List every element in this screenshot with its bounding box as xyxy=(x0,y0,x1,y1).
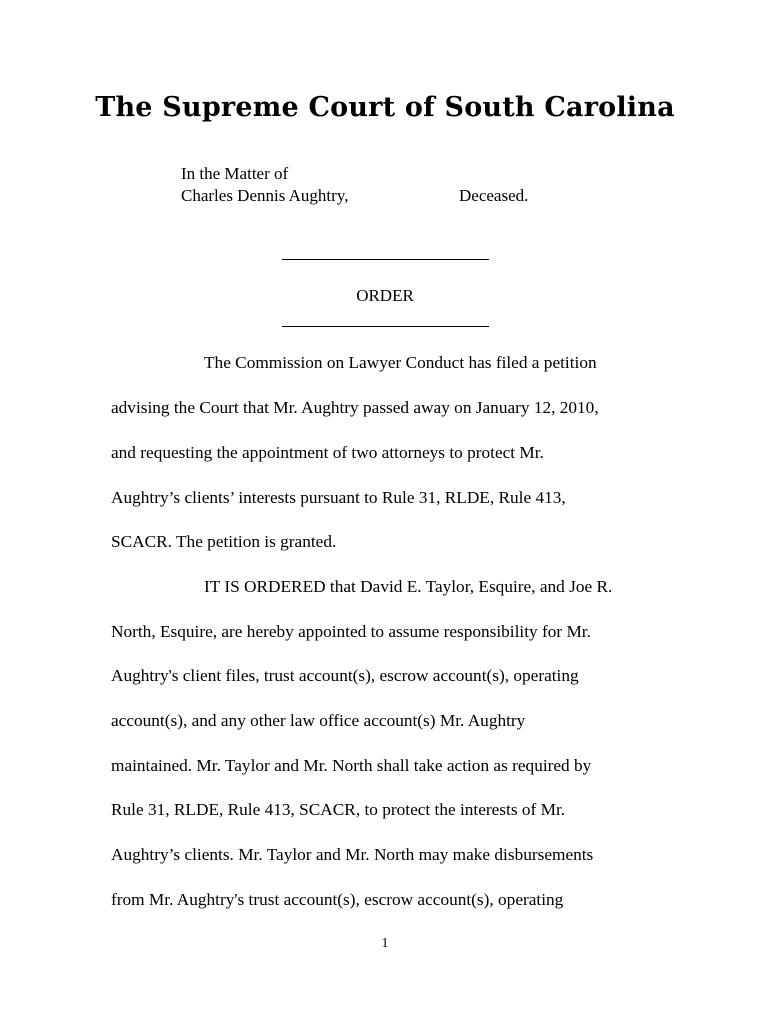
body-line: account(s), and any other law office account(s) Mr. Aughtry xyxy=(111,711,526,730)
court-title: The Supreme Court of South Carolina xyxy=(95,92,675,123)
body-line: SCACR. The petition is granted. xyxy=(111,532,337,551)
body-line: advising the Court that Mr. Aughtry passed away on January 12, 2010, xyxy=(111,398,599,417)
body-line: and requesting the appointment of two attorneys to protect Mr. xyxy=(111,443,544,462)
body-line: Aughtry's client files, trust account(s), escrow account(s), operating xyxy=(111,666,579,685)
case-caption xyxy=(181,163,529,207)
order-heading: ORDER xyxy=(356,286,414,305)
body-line: Rule 31, RLDE, Rule 413, SCACR, to protect the interests of Mr. xyxy=(111,800,566,819)
body-line: North, Esquire, are hereby appointed to assume responsibility for Mr. xyxy=(111,622,591,641)
page-number: 1 xyxy=(381,936,389,951)
body-line: The Commission on Lawyer Conduct has filed a petition xyxy=(204,353,597,372)
caption-name: Charles Dennis Aughtry, xyxy=(181,186,349,205)
divider-top xyxy=(282,259,489,260)
body-line: IT IS ORDERED that David E. Taylor, Esquire, and Joe R. xyxy=(204,577,613,596)
body-line: maintained. Mr. Taylor and Mr. North shall take action as required by xyxy=(111,756,592,775)
caption-matter-text: In the Matter of xyxy=(181,164,289,183)
body-line: Aughtry’s clients’ interests pursuant to Rule 31, RLDE, Rule 413, xyxy=(111,488,566,507)
caption-status: Deceased. xyxy=(459,186,529,205)
caption-line-name xyxy=(181,185,529,207)
body-line: Aughtry’s clients. Mr. Taylor and Mr. North may make disbursements xyxy=(111,845,594,864)
divider-bottom xyxy=(282,326,489,327)
body-line: from Mr. Aughtry's trust account(s), escrow account(s), operating xyxy=(111,890,564,909)
caption-line-matter xyxy=(181,163,348,185)
